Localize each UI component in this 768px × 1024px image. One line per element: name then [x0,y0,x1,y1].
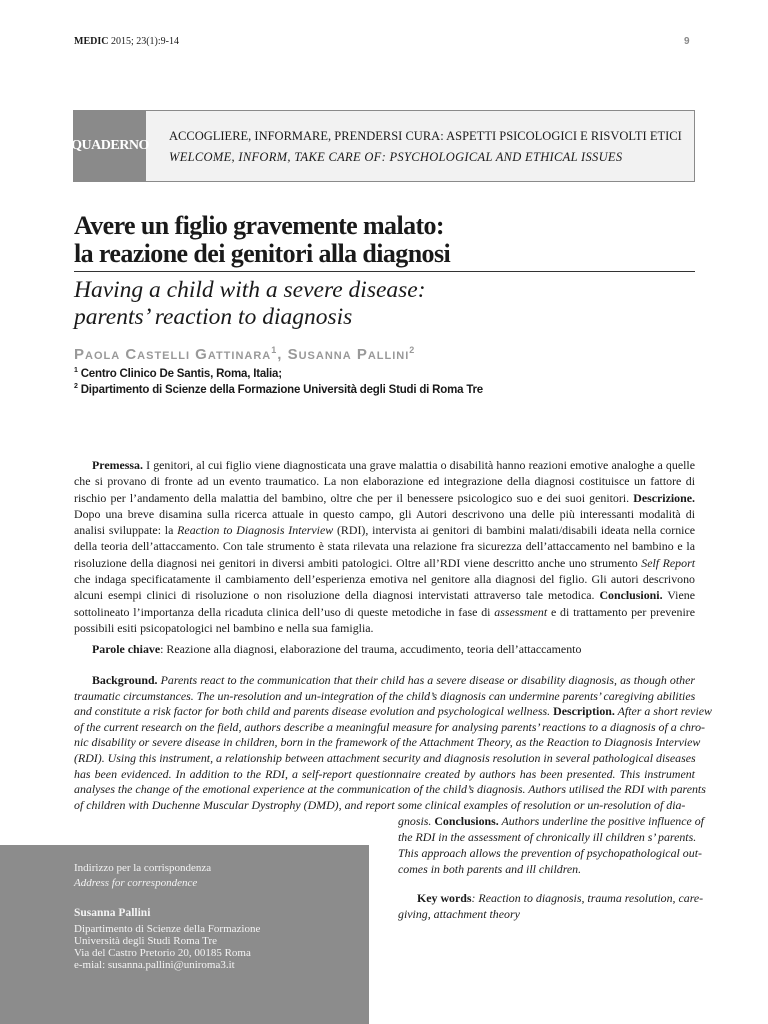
text-run: After a short review [614,704,712,719]
text-run: possibili esiti psicopatologici nel bambino e nella sua famiglia. [74,620,374,635]
text-run: of children with Duchenne Muscular Dystrophy (DMD), and report some clinical examples of resolution or un-resolution of dia- [74,797,686,812]
title-divider [74,271,695,272]
citation: 2015; 23(1):9-14 [108,36,179,47]
author-sep: , [277,346,288,363]
text-line [398,890,704,906]
text-run: alcuni esempi clinici di risoluzione o non risoluzione della diagnosi intervistati attraverso tale metodica. [74,588,600,603]
text-run: che si provano di fronte ad un evento traumatico. La non elaborazione ed integrazione della diagnosi costituisce un fattore di [74,474,695,489]
correspondence-box [0,845,369,1024]
section-title-en: WELCOME, INFORM, TAKE CARE OF: PSYCHOLOGICAL AND ETHICAL ISSUES [169,150,623,164]
text-line [74,689,695,705]
text-run: che indaga specificatamente il cambiamento dell’esperienza emotiva nel genitore alla diagnosi del figlio. Gli autori descrivono [74,572,695,587]
keywords-english [398,890,704,922]
text-line [92,641,692,657]
author-name: Susanna Pallini [287,346,410,363]
text-run: comes in both parents and ill children. [398,862,582,876]
affiliation-text: Centro Clinico De Santis, Roma, Italia; [77,367,282,380]
text-run: (RDI). Using this instrument, a relationship between attachment security and diagnosis resolution in several pathological diseases [74,750,696,765]
text-line [74,587,695,603]
text-run: rischio per l’andamento della malattia del bambino, oltre che per il benessere psicologico suo e dei suoi genitori. [74,490,634,505]
correspondence-label-en: Address for correspondence [74,877,198,889]
text-line [74,555,695,571]
text-line [74,620,695,636]
text-run: has been evidenced. In addition to the RDI, a self-report questionnaire created by authors has been presented. This instrument [74,766,695,781]
text-run: of the current research on the field, authors describe a meaningful measure for analysing parents’ reactions to a diagnosis of a chro- [74,719,706,734]
section-tab: QUADERNO [74,111,146,181]
text-line [74,719,706,736]
text-run: : Reazione alla diagnosi, elaborazione del trauma, accudimento, teoria dell’attaccamento [160,642,582,656]
text-run: Parents react to the communication that their child has a severe disease or disability diagnosis, as though other [157,673,695,687]
bold-heading: Parole chiave [92,642,161,656]
text-run: risoluzione della diagnosi nei genitori in diversi ambiti patologici. Oltre all’RDI viene descritto anche uno strumento [74,555,642,570]
title-line: Avere un figlio gravemente malato: [74,211,444,240]
text-line [398,845,702,861]
bold-heading: Conclusioni. [599,588,663,603]
bold-heading: Background. [92,673,158,687]
affiliation [74,367,282,380]
abstract-english-continued [398,813,704,877]
author-sup: 2 [409,345,416,355]
text-run: gnosis. [398,814,435,828]
section-banner [73,110,695,182]
text-run: This approach allows the prevention of psychopathological out- [398,846,702,860]
text-line [398,861,695,877]
section-title-it: ACCOGLIERE, INFORMARE, PRENDERSI CURA: ASPETTI PSICOLOGICI E RISVOLTI ETICI [169,129,682,143]
text-run: (RDI), intervista ai genitori di bambini malati/disabili ideata nella cornice [333,523,695,538]
text-run: nic disability or severe disease in children, born in the framework of the Attachment Theory, as the Reaction to Diagnosis Interview [74,735,701,750]
journal-name: MEDIC [74,36,109,47]
text-run: e di trattamento per prevenire [547,604,695,619]
affiliation-sup: 1 [74,367,78,374]
author-list [74,345,415,363]
abstract-english [74,673,712,813]
text-line [74,767,695,783]
address-line: Università degli Studi Roma Tre [74,935,217,947]
bold-heading: Conclusions. [434,814,499,828]
affiliation [74,383,483,396]
text-run: traumatic circumstances. The un-resolution and un-integration of the child’s diagnosis can undermine parents’ caregiving abilities [74,688,696,703]
article-title [74,212,450,268]
text-run: della teoria dell’attaccamento. Con tale strumento è stata rilevata una relazione fra sicurezza dell’attaccamento nel bambino e la [74,539,695,554]
text-run: Reaction to Diagnosis Interview [177,523,334,538]
email-link[interactable]: e-mial: susanna.pallini@uniroma3.it [74,959,235,971]
text-run: assessment [494,604,548,619]
affiliation-sup: 2 [74,383,78,390]
text-run: I genitori, al cui figlio viene diagnosticata una grave malattia o disabilità hanno reazioni emotive analoghe a quelle [142,458,695,472]
text-run: Dopo una breve disamina sulla ricerca attuale in questo campo, gli Autori descrivono una delle più interessanti modalità di [74,506,695,521]
page-number: 9 [684,36,690,47]
abstract-italian [74,457,695,636]
text-line [74,506,695,522]
text-line [74,782,706,798]
bold-heading: Key words [417,891,472,905]
correspondence-label: Indirizzo per la corrispondenza [74,862,212,874]
text-line [74,538,695,554]
address-line: Dipartimento di Scienze della Formazione [74,923,261,935]
text-line [74,751,695,767]
author-sup: 1 [271,345,278,355]
text-line [74,735,701,751]
text-line [398,829,695,845]
text-line [74,522,695,538]
text-line [74,704,712,720]
subtitle-line: Having a child with a severe disease: [74,277,426,303]
title-line: la reazione dei genitori alla diagnosi [74,239,451,268]
bold-heading: Description. [553,704,615,719]
author-name: Paola Castelli Gattinara [74,346,272,363]
text-run: sottolineato l’importanza della ricaduta clinica dell’uso di queste metodiche in fase di [74,604,495,619]
address-line: Via del Castro Pretorio 20, 00185 Roma [74,947,251,959]
affiliation-text: Dipartimento di Scienze della Formazione Università degli Studi di Roma Tre [77,383,483,396]
text-line [74,673,695,689]
bold-heading: Descrizione. [633,490,695,505]
text-run: giving, attachment theory [398,907,520,921]
text-line [398,813,704,829]
text-run: analyses the change of the emotional experience at the communication of the child’s diagnosis. Authors utilised the RDI with parents [74,782,706,797]
text-line [74,473,695,489]
text-run: Viene [662,588,695,603]
text-run: : Reaction to diagnosis, trauma resolution, care- [471,891,704,905]
correspondence-name: Susanna Pallini [74,907,151,919]
text-line [74,457,695,473]
text-line [398,906,695,922]
text-run: Self Report [641,555,696,570]
text-run: and constitute a risk factor for both child and parents disease evolution and psychological wellness. [74,704,554,719]
text-line [74,798,695,814]
running-header [74,36,179,47]
text-run: analisi sviluppate: la [74,523,178,538]
subtitle-line: parents’ reaction to diagnosis [74,304,353,330]
text-line [74,604,695,620]
bold-heading: Premessa. [92,458,143,472]
text-run: Authors underline the positive influence of [498,814,704,828]
text-line [74,571,695,587]
article-subtitle [74,277,426,331]
text-line [74,490,695,506]
keywords-italian [92,641,692,657]
text-run: the RDI in the assessment of chronically ill children s’ parents. [398,830,697,844]
